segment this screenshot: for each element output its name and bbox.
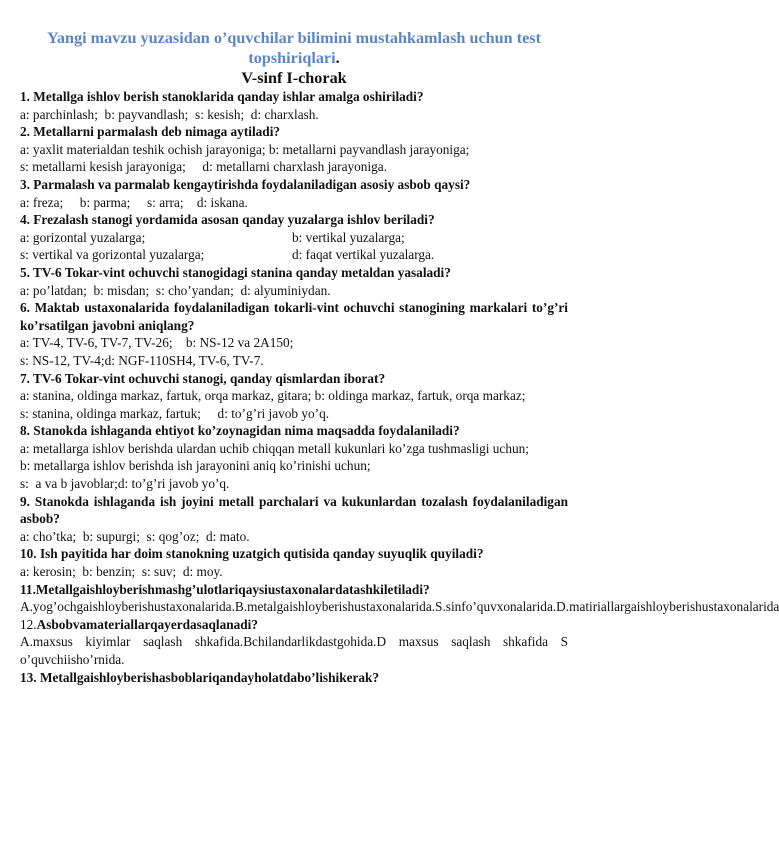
question-text: 13. Metallgaishloyberishasboblariqandayholatdabo’lishikerak?: [20, 669, 380, 685]
answer-option: b: vertikal yuzalarga;: [292, 229, 405, 245]
question-text: 8. Stanokda ishlaganda ehtiyot ko’zoynagidan nima maqsadda foydalaniladi?: [20, 423, 460, 439]
answer-option: d: faqat vertikal yuzalarga.: [292, 247, 435, 263]
answer-option: s: vertikal va gorizontal yuzalarga;: [20, 247, 205, 263]
question-number: 12.: [20, 616, 37, 632]
question-label: Asbobvamateriallarqayerdasaqlanadi?: [36, 616, 259, 632]
answer-line: [20, 246, 568, 264]
answer-line: s: NS-12, TV-4;d: NGF-110SH4, TV-6, TV-7.: [20, 352, 264, 368]
question-text: 3. Parmalash va parmalab kengaytirishda foydalaniladigan asosiy asbob qaysi?: [20, 176, 471, 192]
answer-line: s: a va b javoblar;d: to’g’ri javob yo’q.: [20, 476, 230, 492]
answer-option: a: gorizontal yuzalarga;: [20, 229, 146, 245]
answer-line: a: stanina, oldinga markaz, fartuk, orqa markaz, gitara; b: oldinga markaz, fartuk, orqa markaz;: [20, 388, 526, 404]
question-item: [20, 545, 568, 580]
answer-line: A.maxsus kiyimlar saqlash shkafida.Bchilandarlikdastgohida.D maxsus saqlash shkafida S o’quvchiisho’rnida.: [20, 634, 568, 667]
question-text: 9. Stanokda ishlaganda ish joyini metall parchalari va kukunlardan tozalash foydalaniladigan asbob?: [20, 493, 568, 527]
answer-line: a: freza; b: parma; s: arra; d: iskana.: [20, 194, 248, 210]
answer-line: a: parchinlash; b: payvandlash; s: kesish; d: charxlash.: [20, 106, 319, 122]
answer-line: a: yaxlit materialdan teshik ochish jarayoniga; b: metallarni payvandlash jarayoniga;: [20, 141, 470, 157]
question-list: [20, 88, 779, 686]
title-text: Yangi mavzu yuzasidan o’quvchilar bilimini mustahkamlash uchun test topshiriqlari: [47, 29, 541, 67]
question-text: 10. Ish payitida har doim stanokning uzatgich qutisida qanday suyuqlik quyiladi?: [20, 546, 484, 562]
question-item: [20, 581, 779, 616]
answer-line: a: metallarga ishlov berishda ulardan uchib chiqqan metall kukunlari ko’zga tushmasligi uchun;: [20, 440, 529, 456]
question-item: [20, 211, 568, 264]
question-item: [20, 422, 568, 492]
question-item: [20, 123, 568, 176]
question-item: [20, 264, 568, 299]
question-item: [20, 299, 568, 369]
question-text: 6. Maktab ustaxonalarida foydalaniladigan tokarli-vint ochuvchi stanogining markalari to’g’ri ko’rsatilgan javobni aniqlang?: [20, 300, 568, 333]
question-text: 1. Metallga ishlov berish stanoklarida qanday ishlar amalga oshiriladi?: [20, 89, 424, 104]
answer-line: s: metallarni kesish jarayoniga; d: metallarni charxlash jarayoniga.: [20, 159, 388, 175]
answer-line: a: kerosin; b: benzin; s: suv; d: moy.: [20, 564, 223, 580]
question-item: [20, 176, 568, 211]
answer-line: a: cho’tka; b: supurgi; s: qog’oz; d: mato.: [20, 528, 250, 544]
question-text: 4. Frezalash stanogi yordamida asosan qanday yuzalarga ishlov beriladi?: [20, 212, 435, 228]
question-text: 11.Metallgaishloyberishmashg’ulotlariqaysiustaxonalardatashkiletiladi?: [20, 581, 430, 597]
answer-line: A.yog’ochgaishloyberishustaxonalarida.B.metalgaishloyberishustaxonalarida.S.sinfo’quvxonalarida.D.matiriallargaishloyberishustaxonalarida: [20, 599, 779, 615]
question-item: [20, 493, 568, 546]
question-item: [20, 669, 568, 687]
question-item: [20, 616, 568, 669]
question-text: 7. TV-6 Tokar-vint ochuvchi stanogi, qanday qismlardan iborat?: [20, 370, 386, 386]
question-item: [20, 370, 568, 423]
question-text: [20, 616, 568, 634]
document-subtitle: V-sinf I-chorak: [241, 69, 347, 87]
title-dot: .: [335, 49, 340, 67]
answer-line: a: TV-4, TV-6, TV-7, TV-26; b: NS-12 va 2A150;: [20, 335, 294, 351]
answer-line: s: stanina, oldinga markaz, fartuk; d: to’g’ri javob yo’q.: [20, 405, 330, 421]
answer-line: b: metallarga ishlov berishda ish jarayonini aniq ko’rinishi uchun;: [20, 458, 371, 474]
question-text: 2. Metallarni parmalash deb nimaga aytiladi?: [20, 124, 281, 140]
answer-line: [20, 229, 568, 247]
question-item: [20, 88, 568, 123]
question-text: 5. TV-6 Tokar-vint ochuvchi stanogidagi stanina qanday metaldan yasaladi?: [20, 264, 451, 280]
document-title: [20, 28, 568, 68]
answer-line: a: po’latdan; b: misdan; s: cho’yandan; d: alyuminiydan.: [20, 282, 331, 298]
